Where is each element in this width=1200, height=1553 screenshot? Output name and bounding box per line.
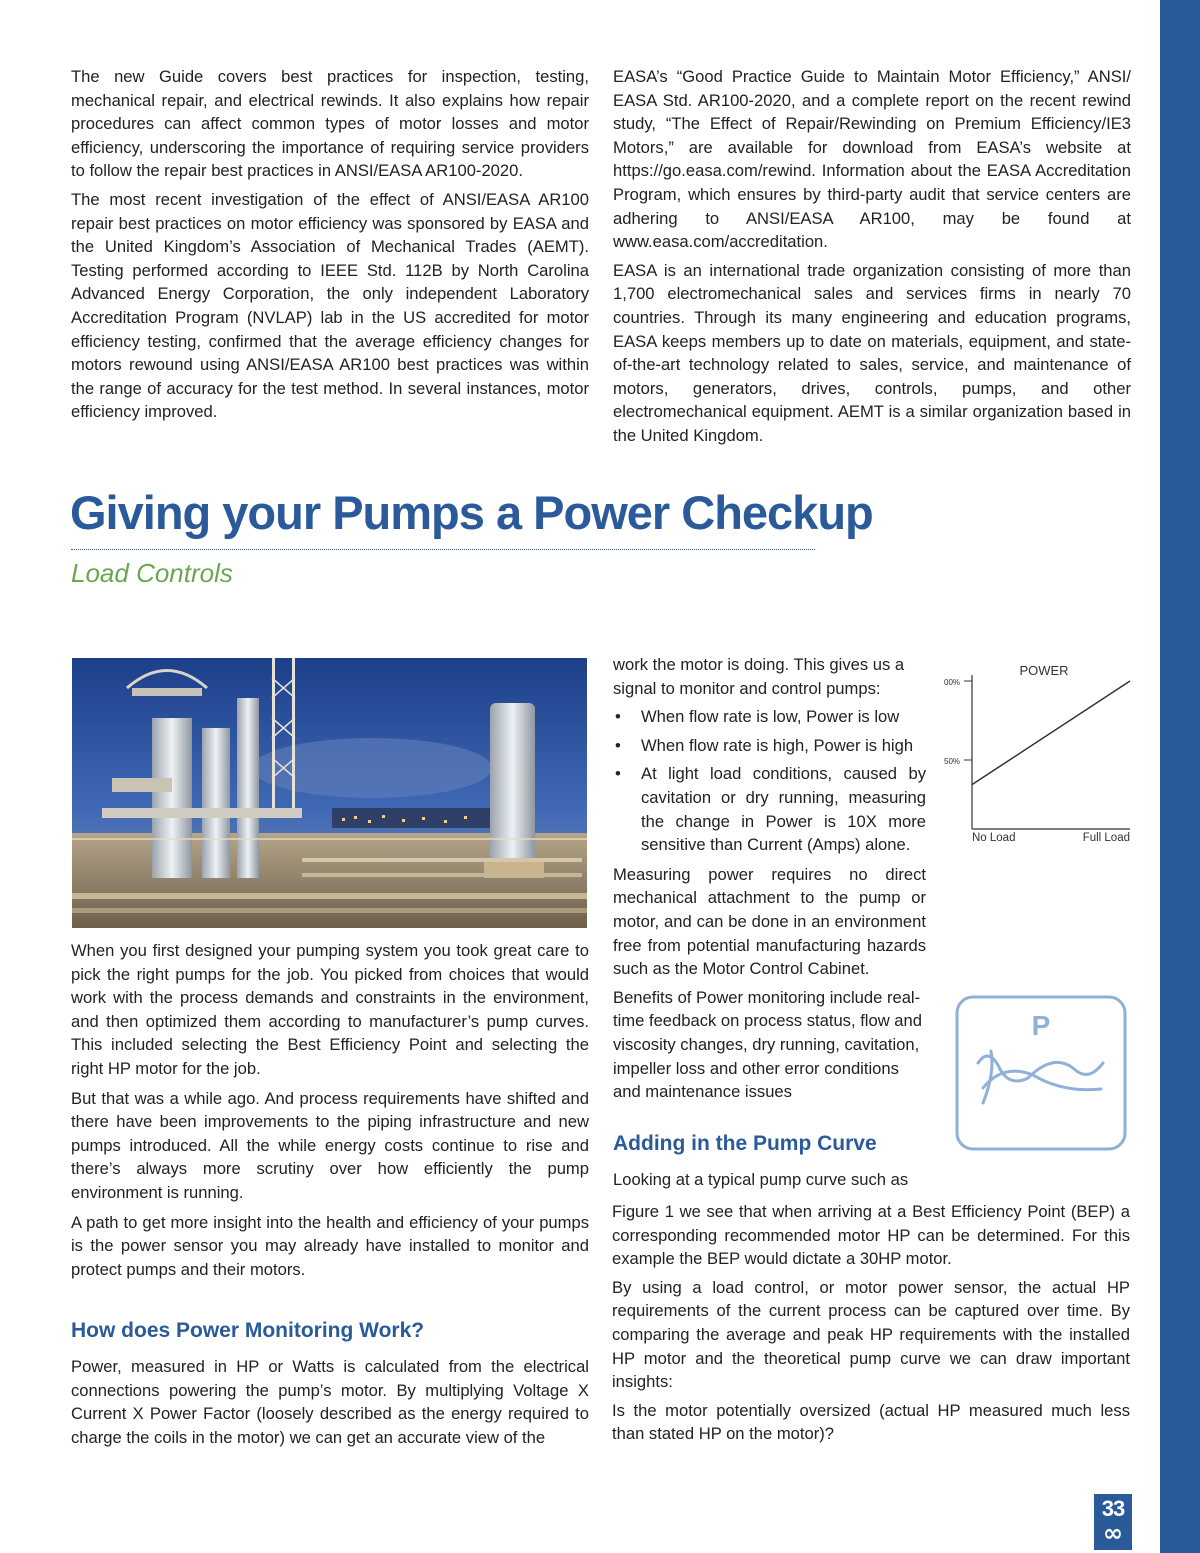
- paragraph: Benefits of Power monitoring include real-time feedback on process status, flow and viscosity changes, dry running, cavitation, impeller loss and other error conditions and maintenance issues: [613, 987, 922, 1102]
- bottom-left-column: [71, 1355, 589, 1454]
- chart-title: POWER: [1019, 663, 1069, 678]
- paragraph: By using a load control, or motor power sensor, the actual HP requirements of the current process can be captured over time. By comparing the average and peak HP requirements with the installed HP motor and the theoretical pump curve we can draw important insights:: [612, 1277, 1130, 1392]
- title-divider: [71, 549, 815, 550]
- paragraph: A path to get more insight into the health and efficiency of your pumps is the power sensor you may already have installed to monitor and protect pumps and their motors.: [71, 1212, 589, 1279]
- y-tick-label-mid: 50%: [944, 757, 961, 766]
- x-label-no-load: No Load: [972, 832, 1016, 844]
- paragraph: Power, measured in HP or Watts is calculated from the electrical connections powering the pump’s motor. By multiplying Voltage X Current X Power Factor (loosely described as the energy required to charge the coils in the motor) we can get an accurate view of the: [71, 1357, 589, 1447]
- top-right-column: [613, 65, 1131, 453]
- heading-power-monitoring: How does Power Monitoring Work?: [71, 1319, 425, 1342]
- paragraph: Measuring power requires no direct mechanical attachment to the pump or motor, and can be done in an environment free from potential manufacturing hazards such as the Motor Control Cabinet.: [613, 864, 926, 979]
- right-wide-column: [612, 1200, 1130, 1451]
- top-left-column: [71, 65, 589, 429]
- article-subtitle: Load Controls: [71, 558, 233, 588]
- paragraph: work the motor is doing. This gives us a signal to monitor and control pumps:: [613, 655, 905, 698]
- y-tick-label-top: 00%: [944, 678, 961, 687]
- paragraph: But that was a while ago. And process requirements have shifted and there have been improvements to the piping infrastructure and new pumps introduced. All the while energy costs continue to rise and there’s always more scrutiny over how efficiently the pump environment is running.: [71, 1088, 589, 1202]
- power-series-line: [972, 681, 1130, 785]
- paragraph: Looking at a typical pump curve such as: [613, 1170, 909, 1189]
- list-item: • When flow rate is low, Power is low: [613, 705, 926, 729]
- industrial-plant-photo: [72, 658, 587, 928]
- power-chart: [944, 657, 1134, 847]
- plant-illustration: [72, 658, 587, 928]
- wave-curve-c: [983, 1051, 992, 1103]
- curve-intro-text: [613, 1168, 926, 1197]
- paragraph: The new Guide covers best practices for inspection, testing, mechanical repair, and electrical rewinds. It also explains how repair procedures can affect common types of motor losses and motor efficiency, underscoring the importance of requiring service providers to follow the repair best practices in ANSI/EASA AR100-2020.: [71, 67, 589, 181]
- bullet-list: [613, 705, 926, 857]
- paragraph: EASA’s “Good Practice Guide to Maintain Motor Efficiency,” ANSI/ EASA Std. AR100-2020, and a complete report on the recent rewind study, “The Effect of Repair/Rewinding on Premium Efficiency/IE3 Motors,” are available for download from EASA’s website at https://go.easa.com/rewind. Information about the EASA Accreditation Program, which ensures by third-party audit that service centers are adhering to ANSI/EASA AR100, may be found at www.easa.com/accreditation.: [613, 67, 1131, 252]
- heading-pump-curve: Adding in the Pump Curve: [613, 1132, 877, 1155]
- sidebar-bar: [1160, 0, 1200, 1553]
- x-label-full-load: Full Load: [1082, 832, 1130, 844]
- paragraph: Figure 1 we see that when arriving at a Best Efficiency Point (BEP) a corresponding recommended motor HP can be determined. For this example the BEP would dictate a 30HP motor.: [612, 1202, 1130, 1269]
- paragraph: When you first designed your pumping system you took great care to pick the right pumps for the job. You picked from choices that would work with the process demands and constraints in the environment, and then optimized them according to manufacturer’s pump curves. This included selecting the Best Efficiency Point and selecting the right HP motor for the job.: [71, 941, 589, 1078]
- paragraph: EASA is an international trade organization consisting of more than 1,700 electromechanical sales and services firms in nearly 70 countries. Through its many engineering and education programs, EASA keeps members up to date on materials, equipment, and state-of-the-art technology related to sales, service, and maintenance of motors, generators, drives, controls, pumps, and other electromechanical equipment. AEMT is a similar organization based in the United Kingdom.: [613, 260, 1131, 445]
- infinity-icon: ∞: [1103, 1519, 1123, 1547]
- mid-left-column: [71, 939, 589, 1287]
- paragraph: The most recent investigation of the effect of ANSI/EASA AR100 repair best practices on motor efficiency was sponsored by EASA and the United Kingdom’s Association of Mechanical Trades (AEMT). Testing performed according to IEEE Std. 112B by North Carolina Advanced Energy Corporation, the only independent Laboratory Accreditation Program (NVLAP) lab in the US accredited for motor efficiency testing, confirmed that the average efficiency changes for motors rewound using ANSI/EASA AR100 best practices was within the range of accuracy for the test method. In several instances, motor efficiency improved.: [71, 189, 589, 422]
- power-pump-icon: [953, 993, 1129, 1153]
- page-number-badge: [1094, 1494, 1132, 1550]
- icon-letter: P: [1031, 1010, 1051, 1041]
- right-narrow-column: [613, 653, 926, 1109]
- list-item: • At light load conditions, caused by cavitation or dry running, measuring the change in Power is 10X more sensitive than Current (Amps) alone.: [613, 762, 926, 856]
- page-number: 33: [1101, 1496, 1125, 1521]
- paragraph: Is the motor potentially oversized (actual HP measured much less than stated HP on the motor)?: [612, 1400, 1130, 1444]
- list-item: • When flow rate is high, Power is high: [613, 734, 926, 758]
- article-title: Giving your Pumps a Power Checkup: [70, 486, 873, 539]
